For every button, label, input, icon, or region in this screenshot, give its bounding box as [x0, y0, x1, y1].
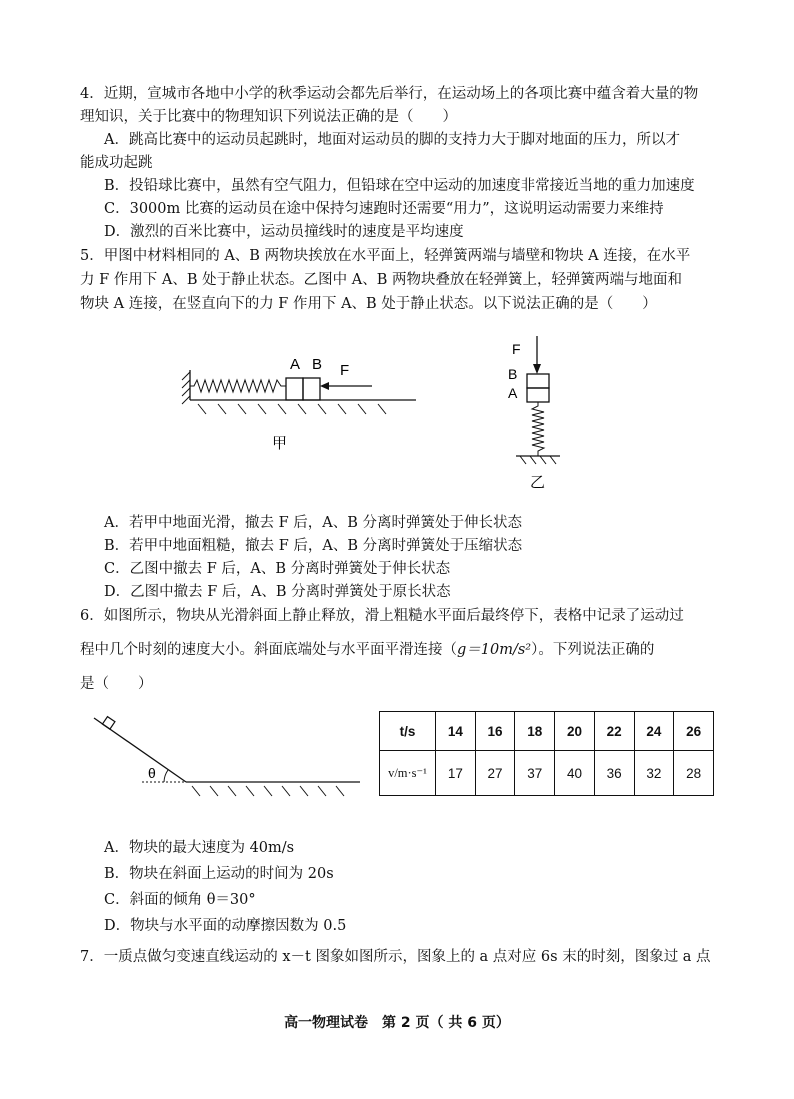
block-a	[527, 388, 549, 402]
table-cell: 16	[475, 712, 515, 751]
table-row	[380, 751, 714, 796]
gravity-formula: g＝10m/s²	[457, 642, 532, 658]
q6-option-d: D．物块与水平面的动摩擦因数为 0.5	[104, 918, 347, 934]
label-f: F	[340, 362, 350, 379]
header-label-t: t/s	[380, 712, 436, 751]
label-a: A	[508, 385, 518, 401]
q5-option-b: B．若甲中地面粗糙，撤去 F 后，A、B 分离时弹簧处于压缩状态	[104, 538, 523, 554]
caption-jia: 甲	[272, 434, 288, 452]
label-a: A	[290, 356, 301, 373]
figure-incline	[88, 712, 368, 802]
q5-option-c: C．乙图中撤去 F 后，A、B 分离时弹簧处于伸长状态	[104, 561, 451, 577]
label-b: B	[508, 366, 518, 382]
q6-option-a: A．物块的最大速度为 40m/s	[104, 840, 295, 856]
table-header-row	[380, 712, 714, 751]
table-cell: 28	[674, 751, 714, 796]
caption-yi: 乙	[530, 473, 546, 491]
q5-stem-line2: 力 F 作用下 A、B 处于静止状态。乙图中 A、B 两物块叠放在轻弹簧上，轻弹簧两端与地面和	[80, 272, 682, 288]
velocity-table	[379, 711, 714, 796]
spring-horizontal	[190, 380, 286, 392]
table-cell: 26	[674, 712, 714, 751]
table-cell: 24	[634, 712, 674, 751]
table-cell: 14	[436, 712, 476, 751]
q6-stem-line1: 6．如图所示，物块从光滑斜面上静止释放，滑上粗糙水平面后最终停下，表格中记录了运动过	[80, 608, 684, 624]
label-f: F	[512, 341, 521, 357]
q7-stem-line1: 7．一质点做匀变速直线运动的 x－t 图象如图所示，图象上的 a 点对应 6s 末的时刻，图象过 a 点	[80, 949, 711, 965]
q6-option-c: C．斜面的倾角 θ＝30°	[104, 892, 256, 908]
block-b	[303, 378, 320, 400]
q4-option-a-line2: 能成功起跳	[80, 155, 153, 171]
q6-stem-line2-part2: ）。下列说法正确的	[531, 642, 655, 658]
q5-stem-line3: 物块 A 连接，在竖直向下的力 F 作用下 A、B 处于静止状态。以下说法正确的是（ ）	[80, 296, 657, 312]
q4-option-b: B．投铅球比赛中，虽然有空气阻力，但铅球在空中运动的加速度非常接近当地的重力加速度	[104, 178, 695, 194]
table-cell: 40	[555, 751, 595, 796]
table-cell: 17	[436, 751, 476, 796]
figure-yi	[500, 332, 580, 492]
q4-stem-line2: 理知识，关于比赛中的物理知识下列说法正确的是（ ）	[80, 109, 457, 125]
page-footer: 高一物理试卷 第 2 页（ 共 6 页）	[284, 1015, 510, 1031]
q6-stem-line2	[80, 640, 654, 660]
table-cell: 37	[515, 751, 555, 796]
q6-option-b: B．物块在斜面上运动的时间为 20s	[104, 866, 334, 882]
table-cell: 22	[594, 712, 634, 751]
q5-option-d: D．乙图中撤去 F 后，A、B 分离时弹簧处于原长状态	[104, 584, 451, 600]
q4-option-d: D．激烈的百米比赛中，运动员撞线时的速度是平均速度	[104, 224, 464, 240]
block-a	[286, 378, 303, 400]
row-label-v: v/m·s⁻¹	[380, 751, 436, 796]
table-cell: 20	[555, 712, 595, 751]
q4-option-a-line1: A．跳高比赛中的运动员起跳时，地面对运动员的脚的支持力大于脚对地面的压力，所以才	[104, 132, 680, 148]
table-cell: 27	[475, 751, 515, 796]
spring-vertical	[532, 402, 544, 456]
label-b: B	[312, 356, 323, 373]
table-cell: 32	[634, 751, 674, 796]
block-b	[527, 374, 549, 388]
q5-option-a: A．若甲中地面光滑，撤去 F 后，A、B 分离时弹簧处于伸长状态	[104, 515, 522, 531]
q6-stem-line2-part1: 程中几个时刻的速度大小。斜面底端处与水平面平滑连接（	[80, 642, 457, 658]
q6-stem-line3: 是（ ）	[80, 676, 153, 692]
figure-jia	[176, 350, 426, 460]
q5-stem-line1: 5．甲图中材料相同的 A、B 两物块挨放在水平面上，轻弹簧两端与墙壁和物块 A 连接，在水平	[80, 248, 691, 264]
table-cell: 36	[594, 751, 634, 796]
q4-stem-line1: 4．近期，宣城市各地中小学的秋季运动会都先后举行，在运动场上的各项比赛中蕴含着大量的物	[80, 86, 699, 102]
q4-option-c: C．3000m 比赛的运动员在途中保持匀速跑时还需要“用力”，这说明运动需要力来维持	[104, 201, 664, 217]
table-cell: 18	[515, 712, 555, 751]
angle-theta: θ	[148, 765, 156, 781]
block-on-incline	[102, 717, 114, 729]
